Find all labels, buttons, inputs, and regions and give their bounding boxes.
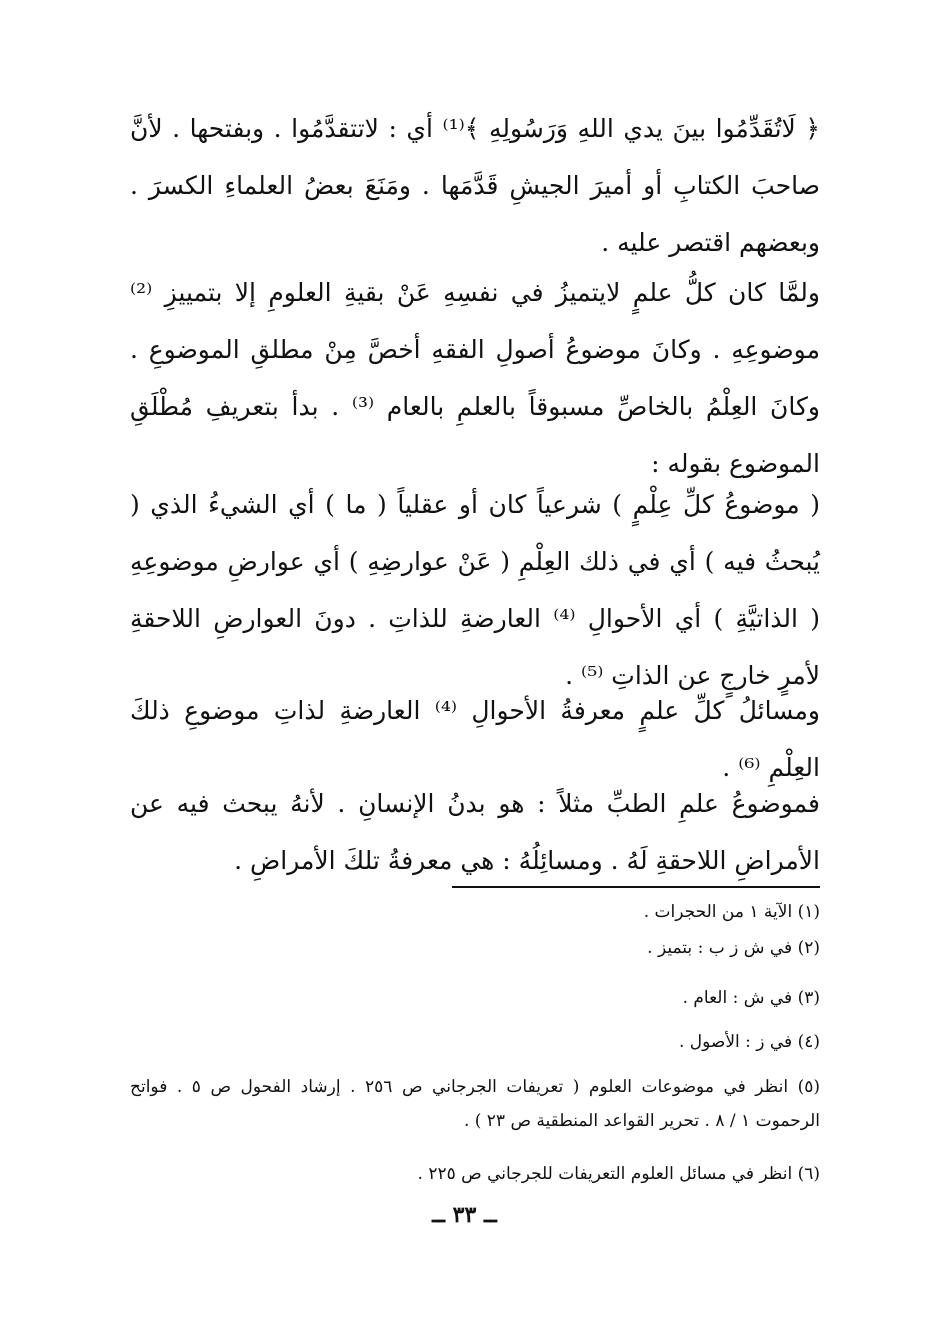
footnote-1: (١) الآية ١ من الحجرات . <box>643 902 820 922</box>
footnote-4: (٤) في ز : الأصول . <box>678 1032 820 1052</box>
paragraph-4: ومسائلُ كلِّ علمٍ معرفةُ الأحوالِ ⁽⁴⁾ العارضةِ لذاتِ موضوعِ ذلكَ العِلْمِ ⁽⁶⁾ . <box>130 696 820 782</box>
paragraph-3: ( موضوعُ كلِّ عِلْمٍ ) شرعياً كان أو عقلياً ( ما ) أي الشيءُ الذي ( يُبحثُ فيه ) أي في ذلك العِلْمِ ( عَنْ عوارضِهِ ) أي عوارضِ موضوعِهِ ( الذاتيَّةِ ) أي الأحوالِ ⁽⁴⁾ العارضةِ للذاتِ . دونَ العوارضِ اللاحقةِ لأمرٍ خارجٍ عن الذاتِ ⁽⁵⁾ . <box>130 490 820 690</box>
footnote-3: (٣) في ش : العام . <box>682 988 820 1008</box>
paragraph-1: ﴿ لَاتُقَدِّمُوا بينَ يدي اللهِ وَرَسُولِهِ ﴾⁽¹⁾ أي : لاتتقدَّمُوا . وبفتحها . لأنَّ صاحبَ الكتابِ أو أميرَ الجيشِ قَدَّمَها . ومَنَعَ بعضُ العلماءِ الكسرَ . وبعضهم اقتصر عليه . <box>130 114 820 257</box>
paragraph-2: ولمَّا كان كلُّ علمٍ لايتميزُ في نفسِهِ عَنْ بقيةِ العلومِ إلا بتمييزِ ⁽²⁾ موضوعِهِ . وكانَ موضوعُ أصولِ الفقهِ أخصَّ مِنْ مطلقِ الموضوعِ . وكانَ العِلْمُ بالخاصِّ مسبوقاً بالعلمِ بالعام ⁽³⁾ . بدأ بتعريفِ مُطْلَقِ الموضوع بقوله : <box>130 278 820 478</box>
footnote-6: (٦) انظر في مسائل العلوم التعريفات للجرجاني ص ٢٢٥ . <box>417 1164 820 1184</box>
footnote-5: (٥) انظر في موضوعات العلوم ( تعريفات الجرجاني ص ٢٥٦ . إرشاد الفحول ص ٥ . فواتح الرحموت ١ / ٨ . تحرير القواعد المنطقية ص ٢٣ ) . <box>130 1077 820 1131</box>
footnote-separator <box>452 886 820 888</box>
footnote-2: (٢) في ش ز ب : بتميز . <box>647 938 820 958</box>
page-number: ــ ٣٣ ــ <box>432 1202 497 1228</box>
paragraph-5: فموضوعُ علمِ الطبِّ مثلاً : هو بدنُ الإنسانِ . لأنهُ يبحث فيه عن الأمراضِ اللاحقةِ لَهُ . ومسائِلُهُ : هي معرفةُ تلكَ الأمراضِ . <box>130 789 820 875</box>
